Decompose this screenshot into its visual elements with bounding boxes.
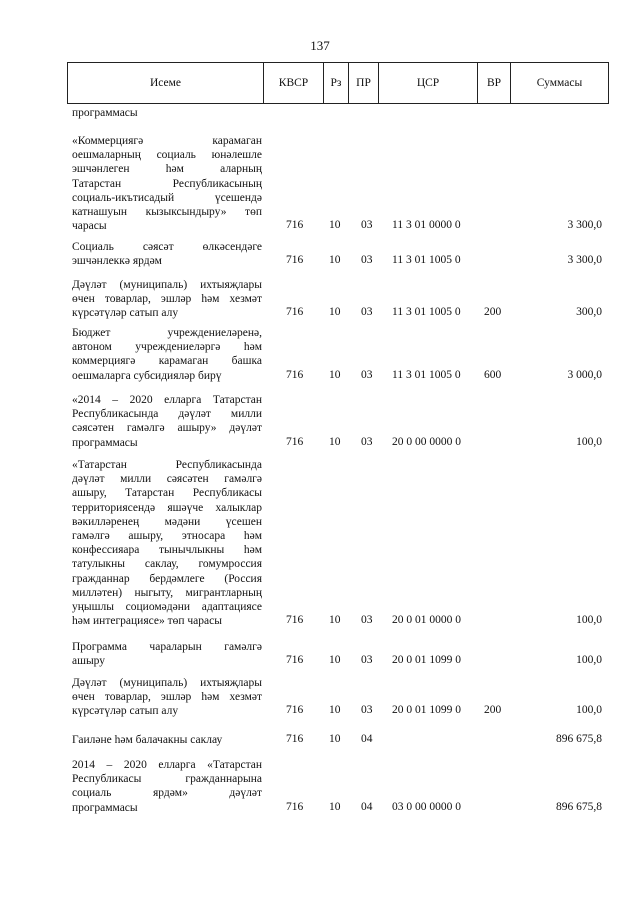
row-name-line: оешмаларның социаль юнәлешле [72, 149, 262, 162]
cell-pr: 04 [361, 733, 373, 745]
cell-kvsr: 716 [286, 704, 304, 717]
cell-kvsr: 716 [286, 435, 304, 448]
cell-sum: 3 300,0 [567, 254, 602, 267]
row-name-line: коммерциягә карамаган башка [72, 355, 262, 368]
row-name-line: сәясәтен гамәлгә ашыру» дәүләт [72, 422, 262, 435]
row-name-line: программасы [72, 801, 138, 814]
row-name [72, 733, 262, 747]
row-name-line: «Татарстан Республикасында [72, 459, 262, 471]
cell-kvsr: 716 [286, 306, 304, 319]
cell-vr: 200 [484, 306, 502, 319]
row-name-line: күрсәтүләр сатып алу [72, 705, 179, 718]
cell-sum: 896 675,8 [556, 800, 602, 813]
row-name [72, 240, 262, 268]
cell-pr: 03 [361, 435, 373, 448]
row-name-line: өчен товарлар, эшләр һәм хезмәт [72, 293, 262, 306]
cell-kvsr: 716 [286, 368, 304, 381]
cell-kvsr: 716 [286, 800, 304, 813]
cell-sum: 100,0 [576, 704, 602, 717]
cell-sum: 3 300,0 [567, 219, 602, 232]
cell-sum: 100,0 [576, 435, 602, 448]
row-name [72, 326, 262, 383]
cell-csr: 20 0 01 0000 0 [392, 614, 461, 627]
row-name-line: уңышлы социомәдәни адаптациясе [72, 601, 262, 614]
row-name [72, 676, 262, 719]
row-name-line: һәм интеграциясе» төп чарасы [72, 615, 222, 628]
row-name-line: Татарстан Республикасының [72, 177, 262, 190]
cell-csr: 03 0 00 0000 0 [392, 800, 461, 813]
header-name: Исеме [68, 63, 264, 103]
row-name-line: социаль ярдәм» дәүләт [72, 787, 262, 800]
cell-pr: 04 [361, 800, 373, 813]
row-name-line: автоном учреждениеләргә һәм [72, 341, 262, 354]
cell-sum: 300,0 [576, 306, 602, 319]
row-name-line: Республикасында дәүләт милли [72, 408, 262, 421]
row-name-line: Социаль сәясәт өлкәсендәге [72, 241, 262, 253]
cell-rz: 10 [329, 219, 341, 232]
cell-kvsr: 716 [286, 219, 304, 232]
row-name-line: Республикасы гражданнарына [72, 773, 262, 786]
row-name-line: Дәүләт (муниципаль) ихтыяҗлары [72, 279, 262, 291]
cell-csr: 11 3 01 1005 0 [392, 254, 461, 267]
row-name-line: социаль-икътисадый үсешендә [72, 191, 262, 204]
cell-csr: 20 0 00 0000 0 [392, 435, 461, 448]
cell-sum: 896 675,8 [556, 733, 602, 745]
row-name-line: 2014 – 2020 елларга «Татарстан [72, 759, 262, 771]
row-name-line: ашыру, Татарстан Республикасы [72, 487, 262, 500]
header-rz: Рз [324, 63, 349, 103]
header-kvsr: КВСР [264, 63, 324, 103]
cell-rz: 10 [329, 704, 341, 717]
cell-rz: 10 [329, 733, 341, 745]
cell-csr: 20 0 01 1099 0 [392, 704, 461, 717]
row-name [72, 393, 262, 450]
row-name-line: ашыру [72, 655, 106, 668]
row-name [72, 134, 262, 233]
cell-pr: 03 [361, 368, 373, 381]
row-name-line: гражданнар бердәмлеге (Россия [72, 572, 262, 585]
cell-rz: 10 [329, 368, 341, 381]
header-csr: ЦСР [379, 63, 478, 103]
cell-rz: 10 [329, 614, 341, 627]
row-name [72, 758, 262, 815]
row-name-line: эшчәнлеген һәм аларның [72, 163, 262, 176]
cell-pr: 03 [361, 306, 373, 319]
row-name-line: конфессияара тынычлыкны һәм [72, 544, 262, 557]
row-name-line: вәкилләренең мәдәни үсешен [72, 515, 262, 528]
cell-pr: 03 [361, 704, 373, 717]
cell-rz: 10 [329, 800, 341, 813]
cell-csr: 20 0 01 1099 0 [392, 654, 461, 667]
continuation-text: программасы [72, 107, 138, 119]
cell-sum: 3 000,0 [567, 368, 602, 381]
row-name-line: катнашуын кызыксындыру» төп [72, 206, 262, 219]
row-name-line: Бюджет учреждениеләренә, [72, 327, 262, 339]
cell-kvsr: 716 [286, 254, 304, 267]
row-name-line: милләтен) ныгыту, мигрантларның [72, 586, 262, 599]
cell-rz: 10 [329, 654, 341, 667]
cell-vr: 200 [484, 704, 502, 717]
cell-pr: 03 [361, 654, 373, 667]
row-name-line: гамәлгә ашыру, этносара һәм [72, 530, 262, 543]
row-name-line: өчен товарлар, эшләр һәм хезмәт [72, 691, 262, 704]
cell-kvsr: 716 [286, 654, 304, 667]
header-vr: ВР [478, 63, 511, 103]
row-name-line: чарасы [72, 220, 107, 233]
row-name-line: татулыкны саклау, гомумроссия [72, 558, 262, 571]
cell-kvsr: 716 [286, 733, 304, 745]
cell-rz: 10 [329, 306, 341, 319]
header-sum: Суммасы [536, 77, 583, 89]
table-header [67, 62, 609, 104]
cell-csr: 11 3 01 1005 0 [392, 306, 461, 319]
cell-pr: 03 [361, 219, 373, 232]
row-name-line: Программа чараларын гамәлгә [72, 641, 262, 653]
row-name [72, 640, 262, 668]
cell-kvsr: 716 [286, 614, 304, 627]
row-name-line: дәүләт милли сәясәтен гамәлгә [72, 473, 262, 486]
cell-vr: 600 [484, 368, 502, 381]
cell-sum: 100,0 [576, 654, 602, 667]
row-name-line: Гаиләне һәм балачакны саклау [72, 734, 223, 746]
cell-pr: 03 [361, 254, 373, 267]
cell-csr: 11 3 01 1005 0 [392, 368, 461, 381]
row-name-line: программасы [72, 436, 138, 449]
row-name-line: эшчәнлеккә ярдәм [72, 255, 162, 268]
row-name [72, 278, 262, 321]
cell-pr: 03 [361, 614, 373, 627]
header-pr: ПР [349, 63, 379, 103]
page-number: 137 [310, 38, 330, 53]
row-name-line: күрсәтүләр сатып алу [72, 307, 179, 320]
row-name-line: оешмаларга субсидияләр бирү [72, 369, 222, 382]
row-name-line: «Коммерциягә карамаган [72, 135, 262, 147]
row-name-line: Дәүләт (муниципаль) ихтыяҗлары [72, 677, 262, 689]
row-name [72, 458, 262, 628]
cell-sum: 100,0 [576, 614, 602, 627]
row-name-line: «2014 – 2020 елларга Татарстан [72, 394, 262, 406]
row-name-line: территориясендә яшәүче халыклар [72, 501, 262, 514]
cell-csr: 11 3 01 0000 0 [392, 219, 461, 232]
cell-rz: 10 [329, 435, 341, 448]
cell-rz: 10 [329, 254, 341, 267]
